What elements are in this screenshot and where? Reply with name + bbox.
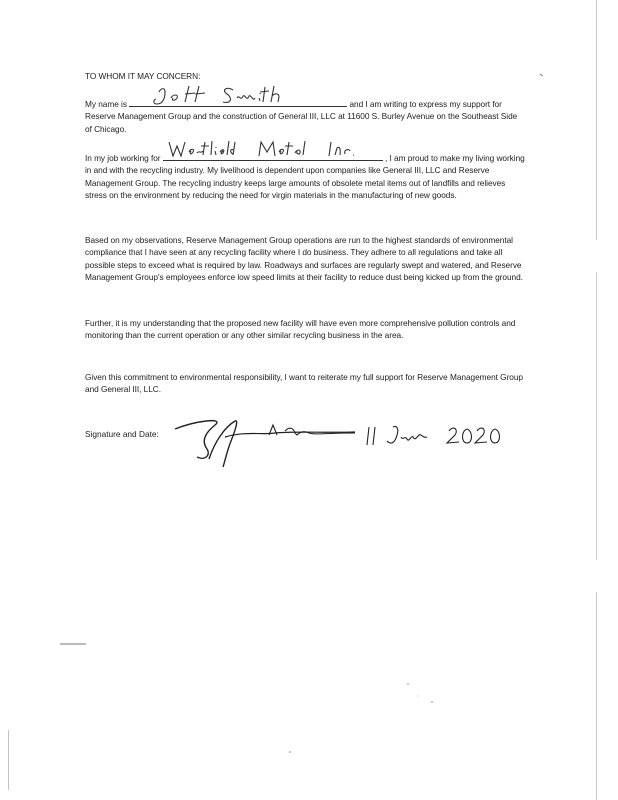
salutation: TO WHOM IT MAY CONCERN: [85,71,201,81]
paragraph-understanding: Further, it is my understanding that the proposed new facility will have even more comprehensive pollution controls and monitoring than the current operation or any other similar recycling business in the area. [85,318,516,341]
p2-before: In my job working for [85,153,161,163]
p1-after: and I am writing to express my support for Reserve Management Group and the construction of General III, LLC at 11600 S. Burley Avenue on the Southeast Side of Chicago. [85,99,518,134]
paragraph-observations: Based on my observations, Reserve Management Group operations are run to the highest standards of environmental compliance that I have seen at any recycling facility where I do business. They adhere to all regulations and take all possible steps to exceed what is required by law. Roadways and surfaces are regularly swept and watered, and Reserve Management Group's employees enforce low speed limits at their facility to reduce dust being kicked up from the ground. [85,235,523,282]
p2-after: , I am proud to make my living working in and with the recycling industry. My livelihood is dependent upon companies like General III, LLC and Reserve Management Group. The recycling industry keeps large amounts of obsolete metal items out of landfills and relieves stress on the environment by reducing the need for virgin materials in the manufacturing of new goods. [85,153,525,200]
signature-label: Signature and Date: [85,429,159,439]
p1-before: My name is [85,99,127,109]
paragraph-closing: Given this commitment to environmental responsibility, I want to reiterate my full support for Reserve Management Group and General III, LLC. [85,372,523,395]
